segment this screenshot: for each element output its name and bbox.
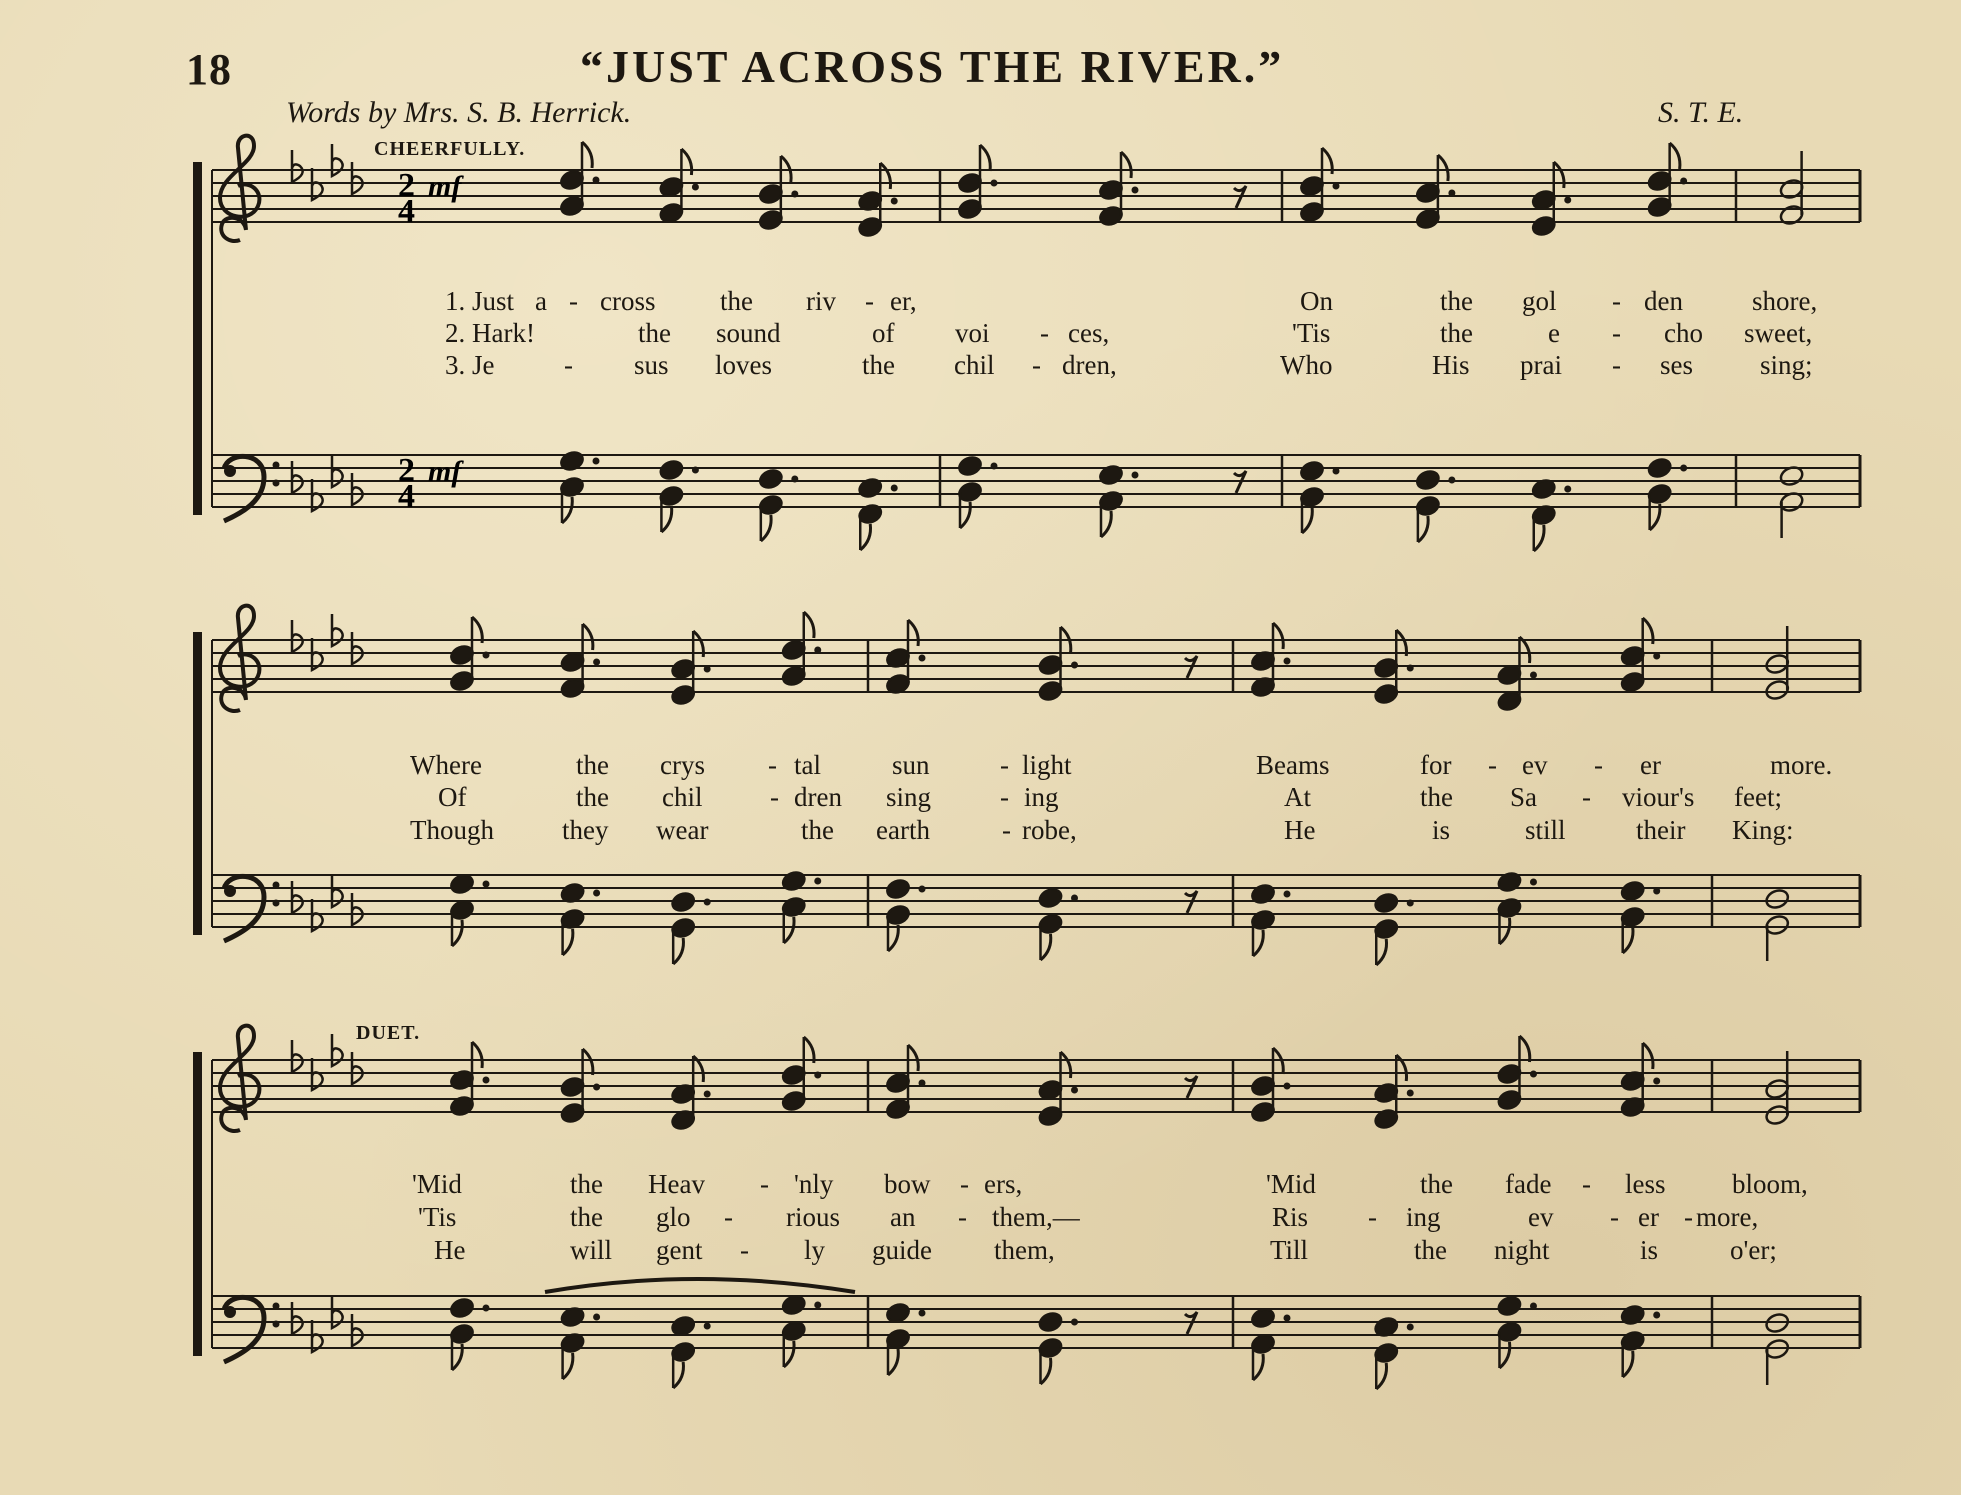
note-head: [857, 476, 883, 499]
lyric-syllable: 1. Just: [445, 286, 515, 316]
lyric-syllable: for: [1420, 750, 1452, 780]
lyric-syllable: is: [1640, 1235, 1659, 1265]
lyric-syllable: cross: [600, 286, 656, 316]
note-flag: [1302, 507, 1312, 533]
note-flag: [1623, 927, 1633, 953]
note-flag: [1376, 1363, 1386, 1389]
augmentation-dot: [1653, 888, 1660, 895]
augmentation-dot: [593, 659, 600, 666]
tie-slur: [545, 1279, 855, 1292]
augmentation-dot: [483, 652, 490, 659]
note-head: [1496, 870, 1522, 893]
augmentation-dot: [1132, 187, 1139, 194]
augmentation-dot: [1284, 891, 1291, 898]
augmentation-dot: [919, 886, 926, 893]
lyric-syllable: -: [724, 1202, 733, 1232]
lyric-syllable: dren: [794, 782, 842, 812]
note-flag: [1041, 1358, 1051, 1384]
note-flag: [1554, 162, 1564, 188]
lyric-syllable: more.: [1770, 750, 1833, 780]
lyric-syllable: ly: [804, 1235, 826, 1265]
lyric-syllable: fade: [1505, 1169, 1552, 1199]
augmentation-dot: [1407, 1090, 1414, 1097]
lyric-syllable: will: [570, 1235, 613, 1265]
lyric-syllable: sing: [886, 782, 932, 812]
lyric-syllable: -: [1368, 1202, 1377, 1232]
lyric-syllable: the: [1420, 782, 1453, 812]
time-signature-top: 2: [398, 452, 415, 489]
lyric-syllable: the: [1440, 318, 1473, 348]
note-head: [658, 458, 684, 481]
note-head: [1496, 1294, 1522, 1317]
lyric-syllable: guide: [872, 1235, 932, 1265]
lyric-syllable: -: [1488, 750, 1497, 780]
augmentation-dot: [1284, 658, 1291, 665]
augmentation-dot: [891, 485, 898, 492]
note-head: [1037, 1310, 1063, 1333]
note-flag: [452, 920, 462, 946]
lyric-syllable: -: [1032, 350, 1041, 380]
flat-sign: [332, 1034, 343, 1066]
augmentation-dot: [919, 1080, 926, 1087]
flat-sign: [332, 875, 343, 907]
flat-sign: [352, 473, 363, 505]
lyric-syllable: sun: [892, 750, 930, 780]
augmentation-dot: [1071, 662, 1078, 669]
lyric-syllable: chil: [662, 782, 703, 812]
augmentation-dot: [593, 458, 600, 465]
note-flag: [761, 515, 771, 541]
note-head: [1415, 468, 1441, 491]
note-flag: [563, 929, 573, 955]
augmentation-dot: [991, 463, 998, 470]
lyric-syllable: dren,: [1062, 350, 1117, 380]
bass-clef-dot: [273, 1321, 280, 1328]
augmentation-dot: [1530, 1071, 1537, 1078]
flat-sign: [352, 1052, 363, 1084]
lyric-syllable: prai: [1520, 350, 1562, 380]
lyric-syllable: bow: [884, 1169, 931, 1199]
lyric-syllable: 'Tis: [418, 1202, 457, 1232]
augmentation-dot: [1448, 477, 1455, 484]
augmentation-dot: [891, 198, 898, 205]
lyric-syllable: er: [1638, 1202, 1659, 1232]
lyric-syllable: o'er;: [1730, 1235, 1777, 1265]
lyric-syllable: -: [1000, 782, 1009, 812]
lyric-syllable: earth: [876, 815, 930, 845]
augmentation-dot: [919, 655, 926, 662]
lyric-syllable: -: [1612, 286, 1621, 316]
augmentation-dot: [1564, 486, 1571, 493]
note-head: [670, 890, 696, 913]
lyric-syllable: -: [1582, 1169, 1591, 1199]
flat-sign: [332, 614, 343, 646]
note-flag: [1623, 1351, 1633, 1377]
lyric-syllable: -: [960, 1169, 969, 1199]
lyric-syllable: Who: [1280, 350, 1333, 380]
lyric-syllable: At: [1284, 782, 1311, 812]
lyric-syllable: is: [1432, 815, 1451, 845]
lyric-syllable: ses: [1660, 350, 1693, 380]
dynamic-marking: mf: [428, 170, 462, 203]
lyric-syllable: light: [1022, 750, 1072, 780]
note-flag: [1041, 934, 1051, 960]
lyric-syllable: He: [434, 1235, 466, 1265]
flat-sign: [292, 1302, 303, 1334]
lyric-syllable: ers,: [984, 1169, 1023, 1199]
lyric-syllable: -: [1610, 1202, 1619, 1232]
note-flag: [1418, 516, 1428, 542]
flat-sign: [292, 881, 303, 913]
augmentation-dot: [1530, 879, 1537, 886]
treble-clef: [220, 606, 259, 711]
lyric-syllable: ev: [1528, 1202, 1554, 1232]
lyric-syllable: ing: [1024, 782, 1059, 812]
lyric-syllable: them,: [994, 1235, 1055, 1265]
lyric-syllable: 3. Je: [445, 350, 495, 380]
note-head: [1764, 887, 1790, 910]
lyric-syllable: chil: [954, 350, 995, 380]
note-flag: [980, 145, 990, 171]
lyric-syllable: crys: [660, 750, 705, 780]
bass-clef-dot: [273, 462, 280, 469]
lyric-syllable: -: [1582, 782, 1591, 812]
augmentation-dot: [814, 878, 821, 885]
bass-clef-dot: [273, 1303, 280, 1310]
augmentation-dot: [1071, 1087, 1078, 1094]
augmentation-dot: [704, 1323, 711, 1330]
lyric-syllable: sound: [716, 318, 781, 348]
lyric-syllable: -: [1612, 350, 1621, 380]
lyric-syllable: night: [1494, 1235, 1550, 1265]
lyric-syllable: -: [1000, 750, 1009, 780]
note-head: [1646, 456, 1672, 479]
lyric-syllable: the: [570, 1169, 603, 1199]
augmentation-dot: [1071, 1319, 1078, 1326]
augmentation-dot: [1071, 895, 1078, 902]
note-head: [781, 869, 807, 892]
note-flag: [804, 612, 814, 638]
lyric-syllable: glo: [656, 1202, 691, 1232]
lyric-syllable: the: [801, 815, 834, 845]
augmentation-dot: [704, 899, 711, 906]
bass-clef-dot: [273, 900, 280, 907]
augmentation-dot: [1407, 665, 1414, 672]
lyric-syllable: the: [570, 1202, 603, 1232]
augmentation-dot: [483, 1077, 490, 1084]
note-head: [449, 1296, 475, 1319]
lyric-syllable: ces,: [1068, 318, 1110, 348]
lyric-syllable: Ris: [1272, 1202, 1309, 1232]
bass-clef-dot: [224, 1306, 236, 1318]
note-head: [758, 467, 784, 490]
lyric-syllable: sus: [634, 350, 669, 380]
system-bracket: [193, 1052, 202, 1356]
flat-sign: [352, 1314, 363, 1346]
lyric-syllable: loves: [715, 350, 772, 380]
lyric-syllable: -: [1612, 318, 1621, 348]
lyric-syllable: -: [768, 750, 777, 780]
note-head: [1620, 879, 1646, 902]
lyric-syllable: -: [958, 1202, 967, 1232]
lyric-syllable: He: [1284, 815, 1316, 845]
note-flag: [1253, 1354, 1263, 1380]
note-head: [1037, 886, 1063, 909]
note-head: [1250, 882, 1276, 905]
lyric-syllable: His: [1432, 350, 1470, 380]
lyric-syllable: feet;: [1734, 782, 1782, 812]
lyricist-credit: Words by Mrs. S. B. Herrick.: [286, 96, 632, 129]
lyric-syllable: the: [1414, 1235, 1447, 1265]
note-flag: [1438, 155, 1448, 181]
lyric-syllable: 'Mid: [1266, 1169, 1316, 1199]
note-flag: [1101, 511, 1111, 537]
tempo-marking: CHEERFULLY.: [374, 138, 526, 160]
augmentation-dot: [791, 191, 798, 198]
augmentation-dot: [1284, 1315, 1291, 1322]
note-head: [885, 877, 911, 900]
bass-clef-dot: [224, 465, 236, 477]
lyric-syllable: the: [1440, 286, 1473, 316]
lyric-syllable: Of: [438, 782, 467, 812]
lyric-syllable: -: [569, 286, 578, 316]
augmentation-dot: [593, 177, 600, 184]
note-flag: [880, 163, 890, 189]
lyric-syllable: the: [862, 350, 895, 380]
lyric-syllable: -: [865, 286, 874, 316]
lyric-syllable: gol: [1522, 286, 1557, 316]
note-flag: [1121, 152, 1131, 178]
lyric-syllable: er,: [890, 286, 917, 316]
lyric-syllable: viour's: [1622, 782, 1695, 812]
note-flag: [1499, 918, 1509, 944]
lyric-syllable: the: [1420, 1169, 1453, 1199]
note-flag: [1396, 1055, 1406, 1081]
note-flag: [908, 620, 918, 646]
augmentation-dot: [1333, 183, 1340, 190]
lyric-syllable: -: [770, 782, 779, 812]
note-head: [1098, 463, 1124, 486]
bass-clef-dot: [224, 885, 236, 897]
augmentation-dot: [814, 647, 821, 654]
lyric-syllable: they: [562, 815, 609, 845]
lyric-syllable: wear: [656, 815, 709, 845]
lyric-syllable: Where: [410, 750, 482, 780]
note-flag: [1061, 1052, 1071, 1078]
flat-sign: [332, 1296, 343, 1328]
note-flag: [681, 149, 691, 175]
time-signature-bottom: 4: [398, 193, 415, 230]
note-flag: [562, 497, 572, 523]
duet-marking: DUET.: [356, 1022, 421, 1044]
note-flag: [1376, 939, 1386, 965]
lyric-syllable: still: [1525, 815, 1566, 845]
lyric-syllable: Sa: [1510, 782, 1537, 812]
bass-clef-dot: [273, 882, 280, 889]
composer-credit: S. T. E.: [1658, 96, 1744, 129]
augmentation-dot: [704, 666, 711, 673]
note-flag: [1534, 525, 1544, 551]
dynamic-marking: mf: [428, 455, 462, 488]
lyric-syllable: -: [1002, 815, 1011, 845]
lyric-syllable: -: [740, 1235, 749, 1265]
augmentation-dot: [593, 890, 600, 897]
note-flag: [960, 502, 970, 528]
lyric-syllable: robe,: [1022, 815, 1077, 845]
lyric-syllable: den: [1644, 286, 1683, 316]
note-flag: [1253, 930, 1263, 956]
lyric-syllable: the: [576, 782, 609, 812]
lyric-syllable: the: [720, 286, 753, 316]
lyric-syllable: riv: [806, 286, 836, 316]
lyric-syllable: ev: [1522, 750, 1548, 780]
augmentation-dot: [1448, 190, 1455, 197]
augmentation-dot: [1407, 1324, 1414, 1331]
note-head: [1373, 891, 1399, 914]
note-flag: [563, 1353, 573, 1379]
lyric-syllable: sing;: [1760, 350, 1813, 380]
lyric-syllable: 'Mid: [412, 1169, 462, 1199]
flat-sign: [332, 455, 343, 487]
augmentation-dot: [483, 1305, 490, 1312]
augmentation-dot: [692, 467, 699, 474]
lyric-syllable: an: [890, 1202, 916, 1232]
lyric-syllable: -: [760, 1169, 769, 1199]
note-flag: [673, 1362, 683, 1388]
lyric-syllable: 2. Hark!: [445, 318, 535, 348]
augmentation-dot: [1530, 672, 1537, 679]
flat-sign: [292, 461, 303, 493]
augmentation-dot: [1407, 900, 1414, 907]
system-bracket: [193, 162, 202, 515]
note-flag: [1273, 623, 1283, 649]
note-flag: [908, 1045, 918, 1071]
note-flag: [583, 1049, 593, 1075]
augmentation-dot: [1564, 197, 1571, 204]
note-flag: [472, 1042, 482, 1068]
augmentation-dot: [483, 881, 490, 888]
lyric-syllable: -: [564, 350, 573, 380]
augmentation-dot: [791, 476, 798, 483]
lyric-syllable: of: [872, 318, 895, 348]
bass-clef-dot: [273, 480, 280, 487]
augmentation-dot: [1333, 468, 1340, 475]
lyric-syllable: the: [576, 750, 609, 780]
flat-sign: [292, 1040, 303, 1072]
note-flag: [1499, 1342, 1509, 1368]
lyric-syllable: -: [1040, 318, 1049, 348]
augmentation-dot: [593, 1084, 600, 1091]
lyric-syllable: cho: [1664, 318, 1703, 348]
augmentation-dot: [1653, 653, 1660, 660]
note-flag: [1670, 143, 1680, 169]
lyric-syllable: shore,: [1752, 286, 1818, 316]
page-number: 18: [186, 45, 232, 94]
flat-sign: [292, 620, 303, 652]
lyric-syllable: gent: [656, 1235, 703, 1265]
note-head: [559, 449, 585, 472]
song-title: “JUST ACROSS THE RIVER.”: [580, 41, 1285, 92]
note-flag: [661, 506, 671, 532]
lyric-syllable: sweet,: [1744, 318, 1813, 348]
augmentation-dot: [1680, 178, 1687, 185]
lyric-syllable: Heav: [648, 1169, 705, 1199]
treble-clef: [220, 136, 259, 241]
augmentation-dot: [1284, 1083, 1291, 1090]
lyric-syllable: Though: [410, 815, 494, 845]
augmentation-dot: [1530, 1303, 1537, 1310]
note-flag: [784, 1341, 794, 1367]
system-bracket: [193, 632, 202, 935]
lyric-syllable: more,: [1696, 1202, 1759, 1232]
note-flag: [860, 524, 870, 550]
lyric-syllable: bloom,: [1732, 1169, 1808, 1199]
augmentation-dot: [814, 1072, 821, 1079]
note-head: [1620, 1303, 1646, 1326]
augmentation-dot: [704, 1091, 711, 1098]
lyric-syllable: a: [535, 286, 547, 316]
flat-sign: [292, 150, 303, 182]
note-flag: [888, 1349, 898, 1375]
lyric-syllable: King:: [1732, 815, 1794, 845]
lyric-syllable: them,—: [992, 1202, 1080, 1232]
treble-clef: [220, 1026, 259, 1131]
lyric-syllable: er: [1640, 750, 1661, 780]
flat-sign: [352, 893, 363, 925]
note-head: [1299, 459, 1325, 482]
note-flag: [784, 917, 794, 943]
flat-sign: [352, 632, 363, 664]
time-signature-bottom: 4: [398, 478, 415, 515]
time-signature-top: 2: [398, 167, 415, 204]
lyric-syllable: less: [1625, 1169, 1666, 1199]
lyric-syllable: Beams: [1256, 750, 1330, 780]
note-flag: [583, 624, 593, 650]
augmentation-dot: [1680, 465, 1687, 472]
note-flag: [1519, 1036, 1529, 1062]
lyric-syllable: tal: [794, 750, 821, 780]
augmentation-dot: [1653, 1078, 1660, 1085]
augmentation-dot: [919, 1310, 926, 1317]
lyric-syllable: ing: [1406, 1202, 1441, 1232]
note-flag: [1643, 1043, 1653, 1069]
augmentation-dot: [593, 1314, 600, 1321]
lyric-syllable: -: [1684, 1202, 1693, 1232]
augmentation-dot: [1132, 472, 1139, 479]
augmentation-dot: [692, 184, 699, 191]
flat-sign: [332, 144, 343, 176]
note-flag: [582, 142, 592, 168]
augmentation-dot: [1653, 1312, 1660, 1319]
lyric-syllable: their: [1636, 815, 1686, 845]
flat-sign: [352, 162, 363, 194]
note-flag: [673, 938, 683, 964]
lyric-syllable: the: [638, 318, 671, 348]
note-flag: [888, 925, 898, 951]
lyric-syllable: voi: [955, 318, 990, 348]
lyric-syllable: On: [1300, 286, 1333, 316]
lyric-syllable: e: [1548, 318, 1560, 348]
lyric-syllable: rious: [786, 1202, 840, 1232]
lyric-syllable: 'nly: [794, 1169, 834, 1199]
augmentation-dot: [814, 1302, 821, 1309]
augmentation-dot: [991, 180, 998, 187]
lyric-syllable: Till: [1270, 1235, 1309, 1265]
lyric-syllable: -: [1594, 750, 1603, 780]
lyric-syllable: 'Tis: [1292, 318, 1331, 348]
note-head: [957, 454, 983, 477]
